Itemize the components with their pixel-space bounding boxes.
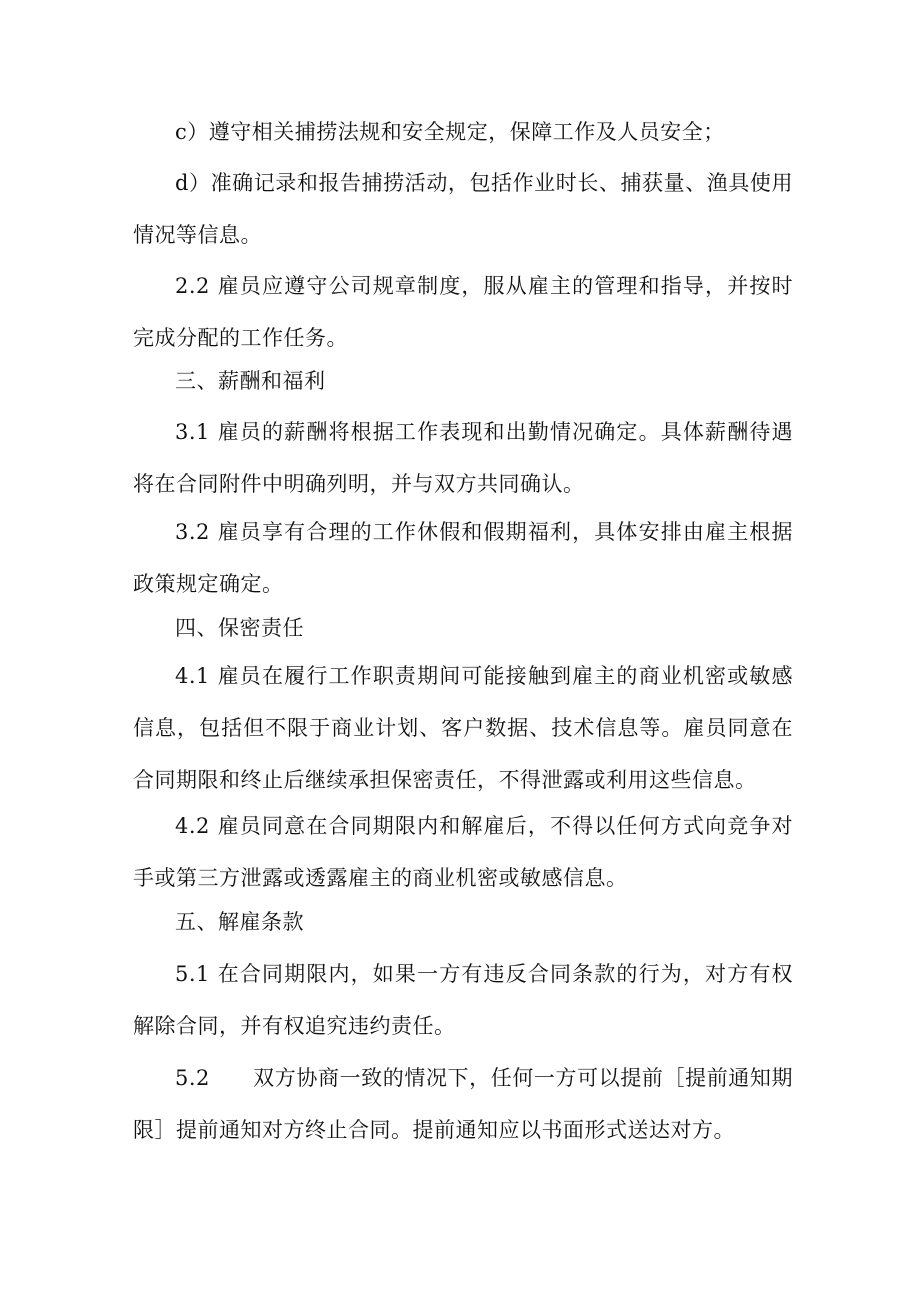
paragraph-3-2: 3.2 雇员享有合理的工作休假和假期福利，具体安排由雇主根据政策规定确定。 bbox=[133, 520, 793, 596]
paragraph-5-1: 5.1 在合同期限内，如果一方有违反合同条款的行为，对方有权解除合同，并有权追究违约责任。 bbox=[133, 962, 793, 1038]
paragraph-4-2: 4.2 雇员同意在合同期限内和解雇后，不得以任何方式向竞争对手或第三方泄露或透露雇主的商业机密或敏感信息。 bbox=[133, 814, 793, 890]
paragraph-3-1: 3.1 雇员的薪酬将根据工作表现和出勤情况确定。具体薪酬待遇将在合同附件中明确列明，并与双方共同确认。 bbox=[133, 420, 793, 496]
paragraph-item-d: d）准确记录和报告捕捞活动，包括作业时长、捕获量、渔具使用情况等信息。 bbox=[133, 171, 793, 247]
paragraph-2-2: 2.2 雇员应遵守公司规章制度，服从雇主的管理和指导，并按时完成分配的工作任务。 bbox=[133, 274, 793, 350]
paragraph-5-2: 5.2 双方协商一致的情况下，任何一方可以提前［提前通知期限］提前通知对方终止合同。提前通知应以书面形式送达对方。 bbox=[133, 1066, 793, 1142]
section-heading-5: 五、解雇条款 bbox=[175, 910, 304, 934]
section-heading-4: 四、保密责任 bbox=[175, 616, 304, 640]
paragraph-4-1: 4.1 雇员在履行工作职责期间可能接触到雇主的商业机密或敏感信息，包括但不限于商业计划、客户数据、技术信息等。雇员同意在合同期限和终止后继续承担保密责任，不得泄露或利用这些信息。 bbox=[133, 664, 793, 792]
paragraph-item-c: c）遵守相关捕捞法规和安全规定，保障工作及人员安全； bbox=[175, 120, 725, 144]
section-heading-3: 三、薪酬和福利 bbox=[175, 369, 326, 393]
